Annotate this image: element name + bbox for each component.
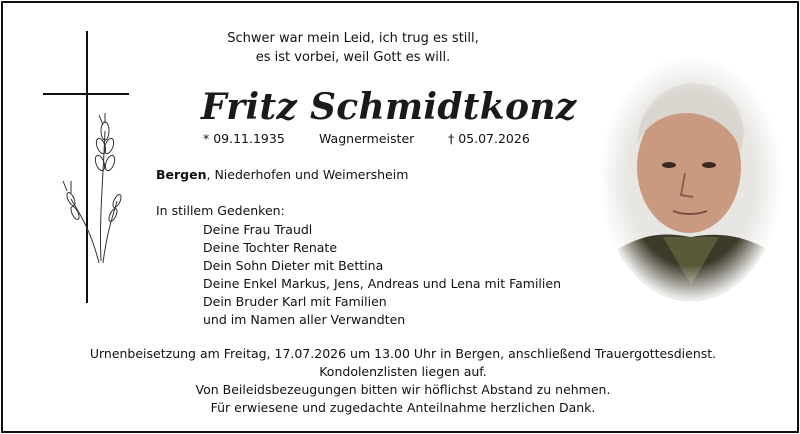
- portrait-photo: [599, 55, 783, 303]
- footer-line: Urnenbeisetzung am Freitag, 17.07.2026 um 13.00 Uhr in Bergen, anschließend Trauergottesdienst.: [89, 346, 717, 361]
- mourner: und im Namen aller Verwandten: [203, 312, 406, 327]
- occupation: Wagnermeister: [319, 131, 415, 146]
- footer-line: Von Beileidsbezeugungen bitten wir höflichst Abstand zu nehmen.: [195, 382, 611, 397]
- verse: [203, 29, 503, 67]
- verse-line: Schwer war mein Leid, ich trug es still,: [227, 31, 479, 46]
- death-date: † 05.07.2026: [448, 131, 530, 146]
- mourner: Deine Tochter Renate: [203, 240, 338, 255]
- mourner: Deine Frau Traudl: [203, 222, 313, 237]
- mourner: Deine Enkel Markus, Jens, Andreas und Lena mit Familien: [203, 276, 561, 291]
- birth-date: * 09.11.1935: [203, 131, 285, 146]
- place-rest: , Niederhofen und Weimersheim: [206, 167, 409, 182]
- cross-with-wheat-icon: [41, 31, 133, 307]
- footer-line: Für erwiesene und zugedachte Anteilnahme herzlichen Dank.: [210, 400, 596, 415]
- mourner: Dein Bruder Karl mit Familien: [203, 294, 387, 309]
- mourners-list: [203, 221, 561, 329]
- mourner: Dein Sohn Dieter mit Bettina: [203, 258, 384, 273]
- obituary-card: [1, 1, 799, 433]
- footer-line: Kondolenzlisten liegen auf.: [319, 364, 487, 379]
- place-bold: Bergen: [156, 167, 207, 182]
- verse-line: es ist vorbei, weil Gott es will.: [255, 50, 451, 65]
- gedenken-heading: In stillem Gedenken:: [156, 203, 285, 218]
- place-line: [156, 167, 408, 182]
- deceased-name: Fritz Schmidtkonz: [201, 86, 577, 128]
- footer-notes: [53, 345, 753, 417]
